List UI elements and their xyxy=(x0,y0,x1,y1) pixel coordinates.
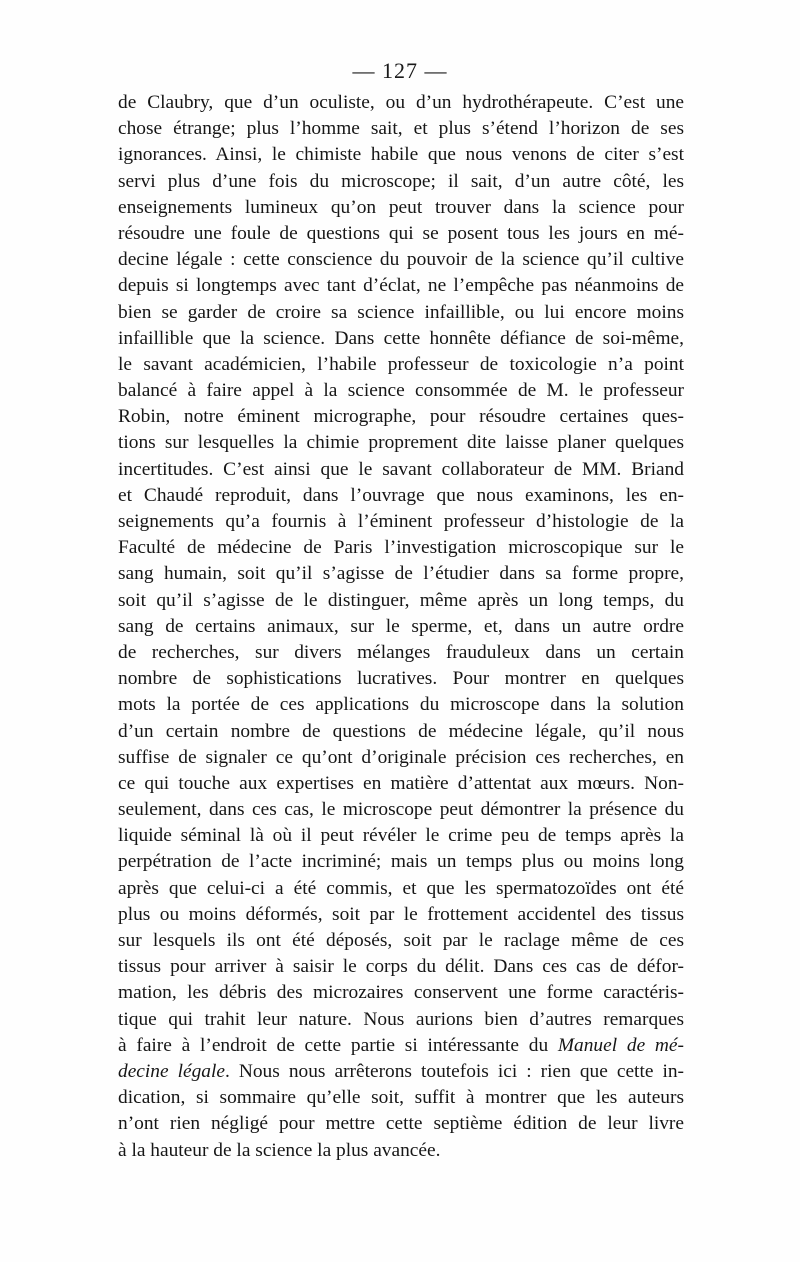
text-line: sang humain, soit qu’il s’agisse de l’étudier dans sa forme propre, xyxy=(118,563,684,585)
text-line: résoudre une foule de questions qui se posent tous les jours en mé- xyxy=(118,222,684,244)
text-line: incertitudes. C’est ainsi que le savant collaborateur de MM. Briand xyxy=(118,458,684,480)
text-line: sang de certains animaux, sur le sperme, et, dans un autre ordre xyxy=(118,615,684,637)
text-line: decine légale : cette conscience du pouvoir de la science qu’il cultive xyxy=(118,249,684,271)
text-line xyxy=(118,1033,684,1059)
text-line: sur lesquels ils ont été déposés, soit par le raclage même de ces xyxy=(118,930,684,951)
text-line: depuis si longtemps avec tant d’éclat, ne l’empêche pas néanmoins de xyxy=(118,275,684,297)
text-line: suffise de signaler ce qu’ont d’originale précision ces recherches, en xyxy=(118,746,684,768)
text-line: mots la portée de ces applications du microscope dans la solution xyxy=(118,694,684,716)
text-line: tique qui trahit leur nature. Nous aurions bien d’autres remarques xyxy=(118,1008,684,1030)
text-line: ce qui touche aux expertises en matière d’attentat aux mœurs. Non- xyxy=(118,772,684,794)
text-line: balancé à faire appel à la science consommée de M. le professeur xyxy=(118,380,684,402)
text-line: chose étrange; plus l’homme sait, et plus s’étend l’horizon de ses xyxy=(118,118,684,140)
text-line: de recherches, sur divers mélanges frauduleux dans un certain xyxy=(118,641,684,663)
text-line: mation, les débris des microzaires conservent une forme caractéris- xyxy=(118,982,684,1004)
text-line: Faculté de médecine de Paris l’investigation microscopique sur le xyxy=(118,537,684,559)
text-line: infaillible que la science. Dans cette honnête défiance de soi-même, xyxy=(118,327,684,349)
text-line: le savant académicien, l’habile professeur de toxicologie n’a point xyxy=(118,353,684,375)
text-line: plus ou moins déformés, soit par le frottement accidentel des tissus xyxy=(118,903,684,925)
text-line: de Claubry, que d’un oculiste, ou d’un hydrothérapeute. C’est une xyxy=(118,92,684,113)
text-line: d’un certain nombre de questions de médecine légale, qu’il nous xyxy=(118,720,684,742)
text-line: seulement, dans ces cas, le microscope peut démontrer la présence du xyxy=(118,799,684,821)
text-line: bien se garder de croire sa science infaillible, ou lui encore moins xyxy=(118,301,684,323)
text-line xyxy=(118,1059,684,1085)
book-title-italic: Manuel de mé- xyxy=(557,1034,684,1056)
text-line: enseignements lumineux qu’on peut trouver dans la science pour xyxy=(118,196,684,218)
text-line: n’ont rien négligé pour mettre cette septième édition de leur livre xyxy=(118,1113,684,1135)
text-line: tions sur lesquelles la chimie proprement dite laisse planer quelques xyxy=(118,432,684,454)
text-line: après que celui-ci a été commis, et que les spermatozoïdes ont été xyxy=(118,877,684,899)
text-segment: à faire à l’endroit de cette partie si intéressante du xyxy=(118,1034,558,1056)
text-line: à la hauteur de la science la plus avancée. xyxy=(118,1139,441,1161)
text-line: seignements qu’a fournis à l’éminent professeur d’histologie de la xyxy=(118,511,684,532)
text-line: Robin, notre éminent micrographe, pour résoudre certaines ques- xyxy=(118,406,684,428)
text-line: ignorances. Ainsi, le chimiste habile que nous venons de citer s’est xyxy=(118,144,684,166)
text-line: perpétration de l’acte incriminé; mais un temps plus ou moins long xyxy=(118,851,684,873)
page-number: — 127 — xyxy=(352,58,448,83)
text-line: servi plus d’une fois du microscope; il sait, d’un autre côté, les xyxy=(118,170,684,192)
text-line: tissus pour arriver à saisir le corps du délit. Dans ces cas de défor- xyxy=(118,956,684,978)
text-line: liquide séminal là où il peut révéler le crime peu de temps après la xyxy=(118,825,684,847)
text-line: nombre de sophistications lucratives. Pour montrer en quelques xyxy=(118,668,684,690)
text-line: soit qu’il s’agisse de le distinguer, même après un long temps, du xyxy=(118,589,684,611)
body-text xyxy=(118,90,684,1164)
text-segment: . Nous nous arrêterons toutefois ici : rien que cette in- xyxy=(225,1060,684,1082)
book-title-italic: decine légale xyxy=(118,1060,225,1082)
text-line: dication, si sommaire qu’elle soit, suffit à montrer que les auteurs xyxy=(118,1087,684,1109)
text-line: et Chaudé reproduit, dans l’ouvrage que nous examinons, les en- xyxy=(118,484,684,506)
